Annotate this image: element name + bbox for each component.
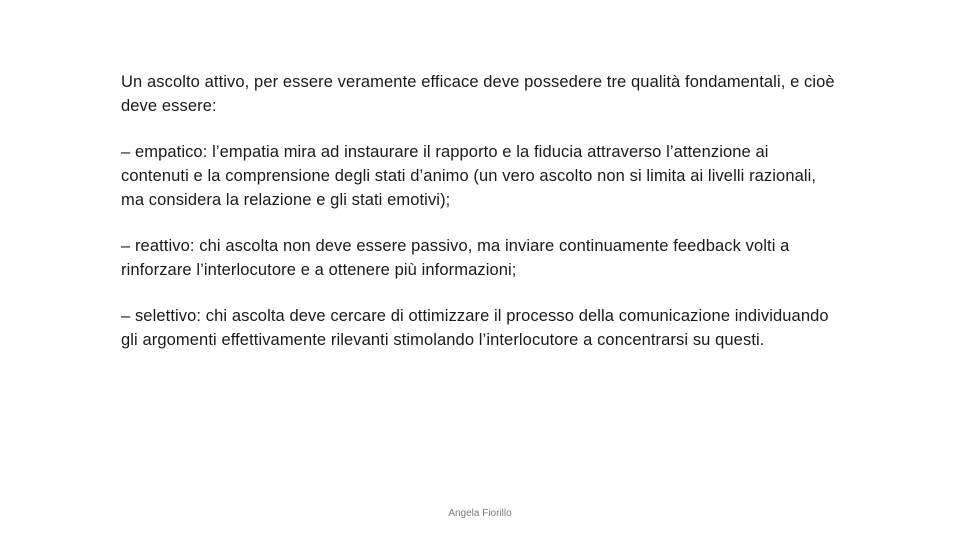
slide-body	[121, 70, 841, 374]
empatico-paragraph: – empatico: l’empatia mira ad instaurare il rapporto e la fiducia attraverso l’attenzione ai contenuti e la comprensione degli stati d’animo (un vero ascolto non si limita ai livelli razionali, ma considera la relazione e gli stati emotivi);	[121, 143, 817, 209]
footer-author: Angela Fiorillo	[448, 508, 512, 519]
selettivo-paragraph: – selettivo: chi ascolta deve cercare di ottimizzare il processo della comunicazione individuando gli argomenti effettivamente rilevanti stimolando l’interlocutore a concentrarsi su questi.	[121, 307, 829, 349]
reattivo-paragraph: – reattivo: chi ascolta non deve essere passivo, ma inviare continuamente feedback volti a rinforzare l’interlocutore e a ottenere più informazioni;	[121, 237, 790, 279]
intro-paragraph: Un ascolto attivo, per essere veramente efficace deve possedere tre qualità fondamentali, e cioè deve essere:	[121, 73, 835, 115]
